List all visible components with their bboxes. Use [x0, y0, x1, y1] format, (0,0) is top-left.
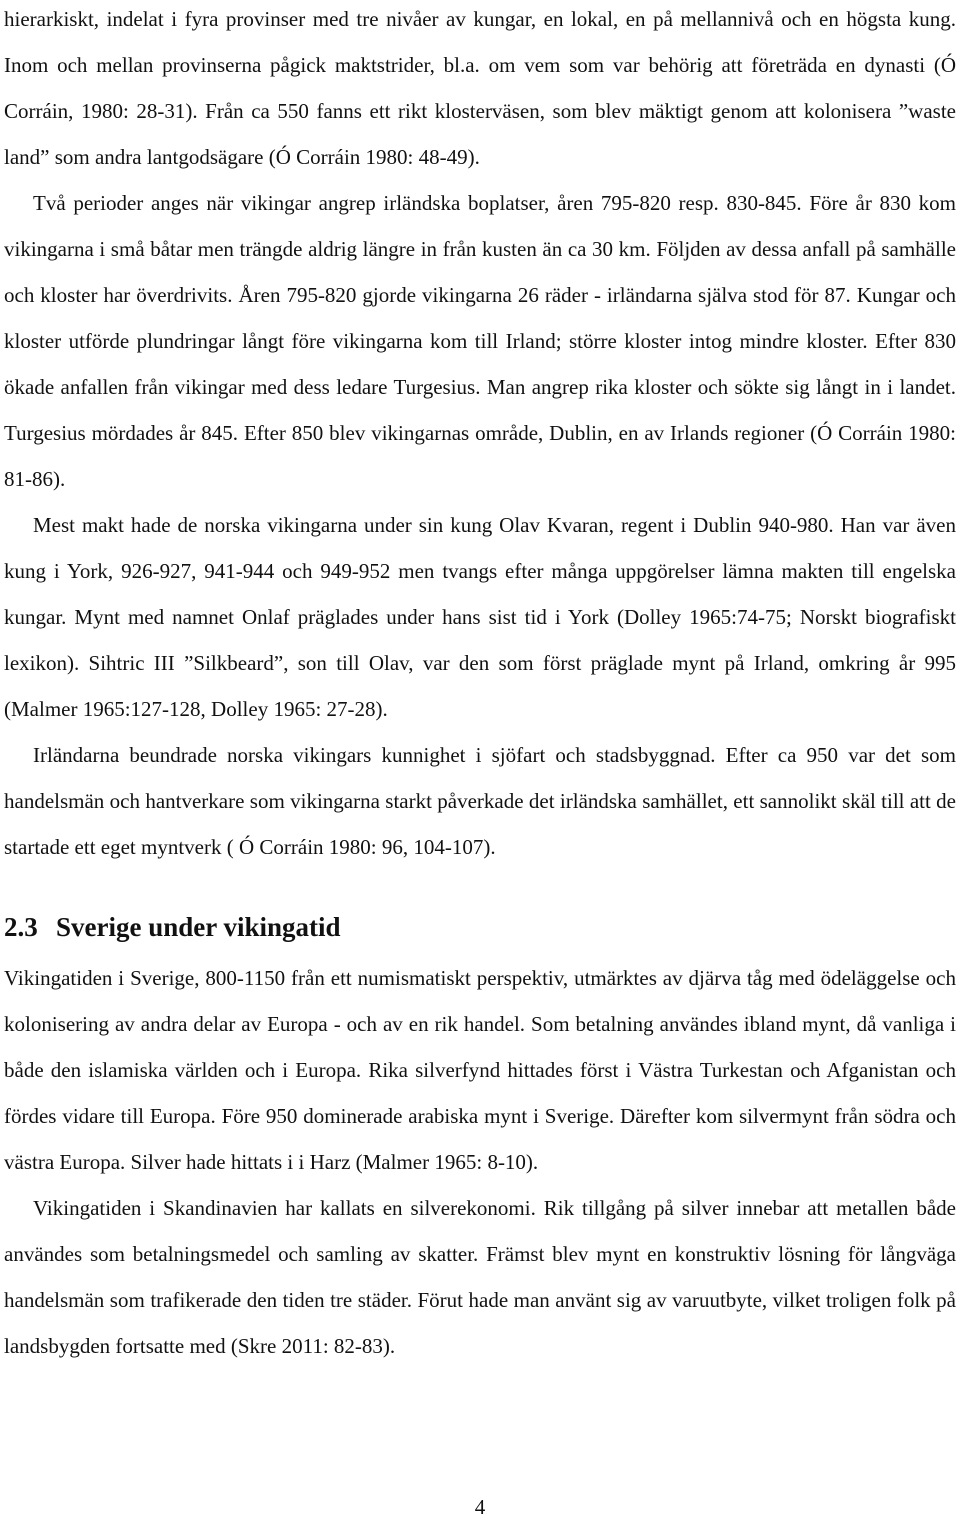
section-title: Sverige under vikingatid: [56, 912, 341, 942]
paragraph-irish-admiration: Irländarna beundrade norska vikingars kunnighet i sjöfart och stadsbyggnad. Efter ca 950 var det som handelsmän och hantverkare som vikingarna starkt påverkade det irländska samhället, ett sannolikt skäl till att de startade ett eget myntverk ( Ó Corráin 1980: 96, 104-107).: [4, 743, 956, 859]
paragraph-olav-kvaran: Mest makt hade de norska vikingarna under sin kung Olav Kvaran, regent i Dublin 940-980. Han var även kung i York, 926-927, 941-944 och 949-952 men tvangs efter många uppgörelser lämna makten till engelska kungar. Mynt med namnet Onlaf präglades under hans sist tid i York (Dolley 1965:74-75; Norskt biografiskt lexikon). Sihtric III ”Silkbeard”, son till Olav, var den som först präglade mynt på Irland, omkring år 995 (Malmer 1965:127-128, Dolley 1965: 27-28).: [4, 513, 956, 721]
paragraph-silver-economy: Vikingatiden i Skandinavien har kallats en silverekonomi. Rik tillgång på silver innebar att metallen både användes som betalningsmedel och samling av skatter. Främst blev mynt en konstruktiv lösning för långväga handelsmän som trafikerade den tiden tre städer. Förut hade man använt sig av varuutbyte, vilket troligen folk på landsbygden fortsatte med (Skre 2011: 82-83).: [4, 1196, 956, 1358]
body-text-upper: [4, 0, 956, 870]
page-number: 4: [474, 1495, 486, 1519]
section-heading: [4, 910, 341, 944]
paragraph-irish-provinces: hierarkiskt, indelat i fyra provinser med tre nivåer av kungar, en lokal, en på mellannivå och en högsta kung. Inom och mellan provinserna pågick maktstrider, bl.a. om vem som var behörig att företräda en dynasti (Ó Corráin, 1980: 28-31). Från ca 550 fanns ett rikt klosterväsen, som blev mäktigt genom att kolonisera ”waste land” som andra lantgodsägare (Ó Corráin 1980: 48-49).: [4, 7, 956, 169]
body-text-lower: [4, 955, 956, 1369]
document-page: [4, 0, 956, 1517]
paragraph-viking-raids: Två perioder anges när vikingar angrep irländska boplatser, åren 795-820 resp. 830-845. Före år 830 kom vikingarna i små båtar men trängde aldrig längre in från kusten än ca 30 km. Följden av dessa anfall på samhälle och kloster har överdrivits. Åren 795-820 gjorde vikingarna 26 räder - irländarna själva stod för 87. Kungar och kloster utförde plundringar långt före vikingarna kom till Irland; större kloster intog mindre kloster. Efter 830 ökade anfallen från vikingar med dess ledare Turgesius. Man angrep rika kloster och sökte sig långt in i landet. Turgesius mördades år 845. Efter 850 blev vikingarnas område, Dublin, en av Irlands regioner (Ó Corráin 1980: 81-86).: [4, 191, 956, 491]
section-number: 2.3: [4, 912, 38, 942]
paragraph-sweden-viking-age: Vikingatiden i Sverige, 800-1150 från ett numismatiskt perspektiv, utmärktes av djärva tåg med ödeläggelse och kolonisering av andra delar av Europa - och av en rik handel. Som betalning användes ibland mynt, då vanliga i både den islamiska världen och i Europa. Rika silverfynd hittades först i Västra Turkestan och Afganistan och fördes vidare till Europa. Före 950 dominerade arabiska mynt i Sverige. Därefter kom silvermynt från södra och västra Europa. Silver hade hittats i i Harz (Malmer 1965: 8-10).: [4, 966, 956, 1174]
